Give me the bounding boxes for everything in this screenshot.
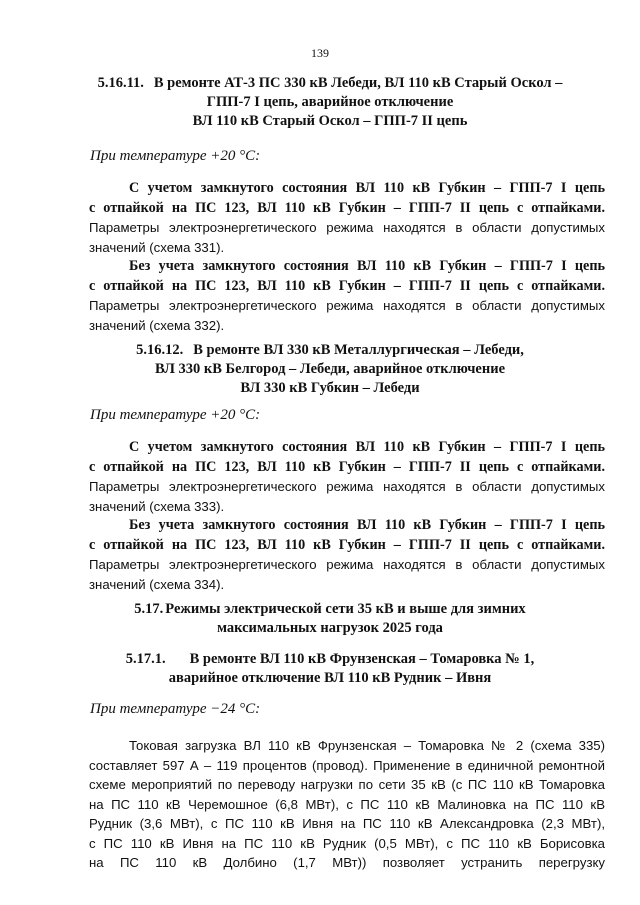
text-line: Параметры электроэнергетического режима находятся в области допустимых — [89, 479, 605, 494]
paragraph — [89, 257, 605, 335]
text-line: схеме мероприятий по переводу нагрузки по сети 35 кВ (с ПС 110 кВ Томаровка — [89, 777, 605, 792]
text-line: Параметры электроэнергетического режима находятся в области допустимых — [89, 557, 605, 572]
text-line: Параметры электроэнергетического режима находятся в области допустимых — [89, 298, 605, 313]
temperature-label: При температуре −24 °С: — [90, 701, 261, 717]
paragraph — [89, 736, 605, 873]
heading-5-17 — [60, 600, 600, 638]
heading-line: аварийное отключение ВЛ 110 кВ Рудник – Ивня — [168, 670, 492, 686]
heading-5-16-12 — [60, 341, 600, 398]
heading-number: 5.17.1. — [125, 651, 166, 667]
text-line: Параметры электроэнергетического режима находятся в области допустимых — [89, 220, 605, 235]
text-line: на ПС 110 кВ Черемошное (6,8 МВт), с ПС 110 кВ Малиновка на ПС 110 кВ — [89, 796, 605, 812]
page-number: 139 — [311, 46, 329, 60]
temperature-label: При температуре +20 °С: — [90, 407, 261, 423]
text-line: с отпайкой на ПС 123, ВЛ 110 кВ Губкин – ГПП-7 II цепь с отпайками. — [89, 536, 605, 553]
heading-line: В ремонте ВЛ 330 кВ Металлургическая – Лебеди, — [193, 342, 524, 358]
heading-line: ВЛ 110 кВ Старый Оскол – ГПП-7 II цепь — [192, 113, 468, 129]
text-line: С учетом замкнутого состояния ВЛ 110 кВ Губкин – ГПП-7 I цепь — [129, 180, 605, 196]
temperature-label: При температуре +20 °С: — [90, 148, 261, 164]
text-line: значений (схема 333). — [89, 498, 225, 514]
text-line: значений (схема 334). — [89, 576, 225, 592]
text-line: с отпайкой на ПС 123, ВЛ 110 кВ Губкин – ГПП-7 II цепь с отпайками. — [89, 277, 605, 294]
heading-number: 5.16.12. — [136, 342, 184, 358]
heading-5-17-1 — [60, 650, 600, 688]
heading-line: ГПП-7 I цепь, аварийное отключение — [206, 94, 454, 110]
heading-number: 5.16.11. — [97, 75, 144, 91]
heading-5-16-11 — [60, 74, 600, 131]
text-line: Токовая загрузка ВЛ 110 кВ Фрунзенская – Томаровка № 2 (схема 335) — [129, 738, 605, 753]
text-line: Без учета замкнутого состояния ВЛ 110 кВ Губкин – ГПП-7 I цепь — [129, 258, 605, 274]
text-line: Без учета замкнутого состояния ВЛ 110 кВ Губкин – ГПП-7 I цепь — [129, 517, 605, 533]
text-line: на ПС 110 кВ Долбино (1,7 МВт)) позволяет устранить перегрузку — [89, 855, 605, 870]
text-line: с отпайкой на ПС 123, ВЛ 110 кВ Губкин – ГПП-7 II цепь с отпайками. — [89, 199, 605, 216]
paragraph — [89, 516, 605, 594]
heading-line: максимальных нагрузок 2025 года — [217, 620, 443, 636]
paragraph — [89, 438, 605, 516]
text-line: значений (схема 331). — [89, 239, 225, 255]
text-line: значений (схема 332). — [89, 317, 225, 333]
heading-number: 5.17. — [134, 601, 164, 617]
text-line: Рудник (3,6 МВт), с ПС 110 кВ Ивня на ПС 110 кВ Александровка (2,3 МВт), — [89, 816, 605, 831]
paragraph — [89, 179, 605, 257]
text-line: с отпайкой на ПС 123, ВЛ 110 кВ Губкин – ГПП-7 II цепь с отпайками. — [89, 458, 605, 475]
text-line: С учетом замкнутого состояния ВЛ 110 кВ Губкин – ГПП-7 I цепь — [129, 439, 605, 455]
text-line: составляет 597 А – 119 процентов (провод). Применение в единичной ремонтной — [89, 757, 605, 773]
heading-line: Режимы электрической сети 35 кВ и выше для зимних — [165, 601, 526, 617]
text-line: с ПС 110 кВ Ивня на ПС 110 кВ Рудник (0,5 МВт), с ПС 110 кВ Борисовка — [89, 835, 605, 851]
heading-line: ВЛ 330 кВ Белгород – Лебеди, аварийное отключение — [154, 361, 506, 377]
heading-line: ВЛ 330 кВ Губкин – Лебеди — [240, 380, 420, 396]
heading-line: В ремонте АТ-3 ПС 330 кВ Лебеди, ВЛ 110 кВ Старый Оскол – — [153, 75, 563, 91]
heading-line: В ремонте ВЛ 110 кВ Фрунзенская – Томаровка № 1, — [189, 651, 535, 667]
